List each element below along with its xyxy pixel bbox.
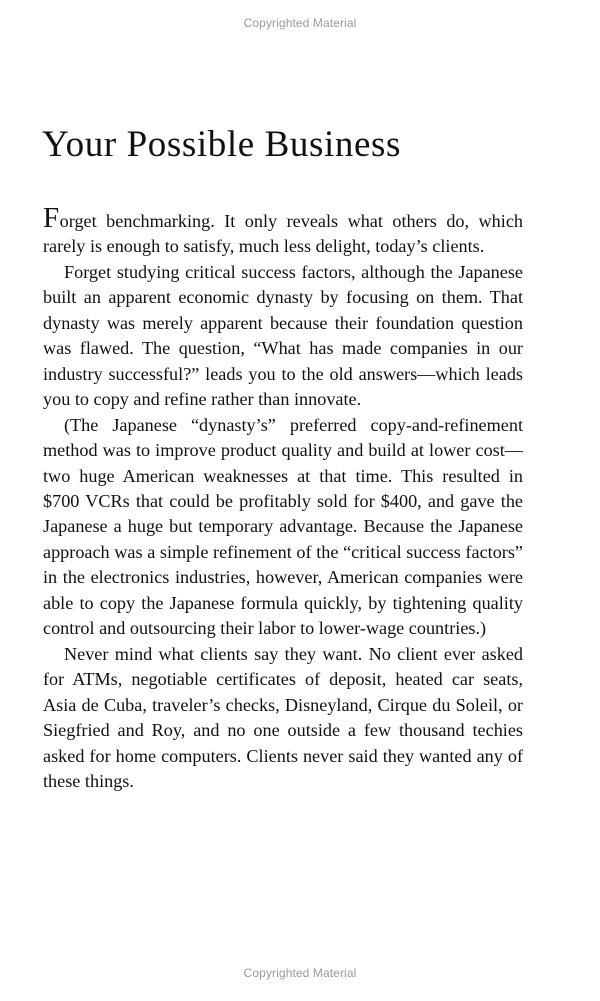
paragraph-1-text: orget benchmarking. It only reveals what others do, which rarely is enough to satisfy, much less delight, today’s clients. — [43, 211, 523, 257]
paragraph-3: (The Japanese “dynasty’s” preferred copy-and-refinement method was to improve product quality and build at lower cost—two huge American weaknesses at that time. This resulted in $700 VCRs that could be profitably sold for $400, and gave the Japanese a huge but temporary advantage. Because the Japanese approach was a simple refinement of the “critical success factors” in the electronics industries, however, American companies were able to copy the Japanese formula quickly, by tightening quality control and outsourcing their labor to lower-wage countries.) — [43, 414, 523, 639]
copyright-watermark-top: Copyrighted Material — [243, 16, 357, 30]
drop-cap: F — [43, 202, 60, 234]
copyright-watermark-bottom: Copyrighted Material — [243, 966, 357, 980]
paragraph-1 — [43, 202, 523, 260]
body-text — [43, 202, 523, 794]
paragraph-4: Never mind what clients say they want. No client ever asked for ATMs, negotiable certificates of deposit, heated car seats, Asia de Cuba, traveler’s checks, Disneyland, Cirque du Soleil, or Siegfried and Roy, and no one outside a few thousand techies asked for home computers. Clients never said they wanted any of these things. — [43, 643, 523, 791]
chapter-title: Your Possible Business — [42, 124, 401, 165]
paragraph-2: Forget studying critical success factors, although the Japanese built an apparent economic dynasty by focusing on them. That dynasty was merely apparent because their foundation question was flawed. The question, “What has made companies in our industry successful?” leads you to the old answers—which leads you to copy and refine rather than innovate. — [43, 261, 523, 410]
